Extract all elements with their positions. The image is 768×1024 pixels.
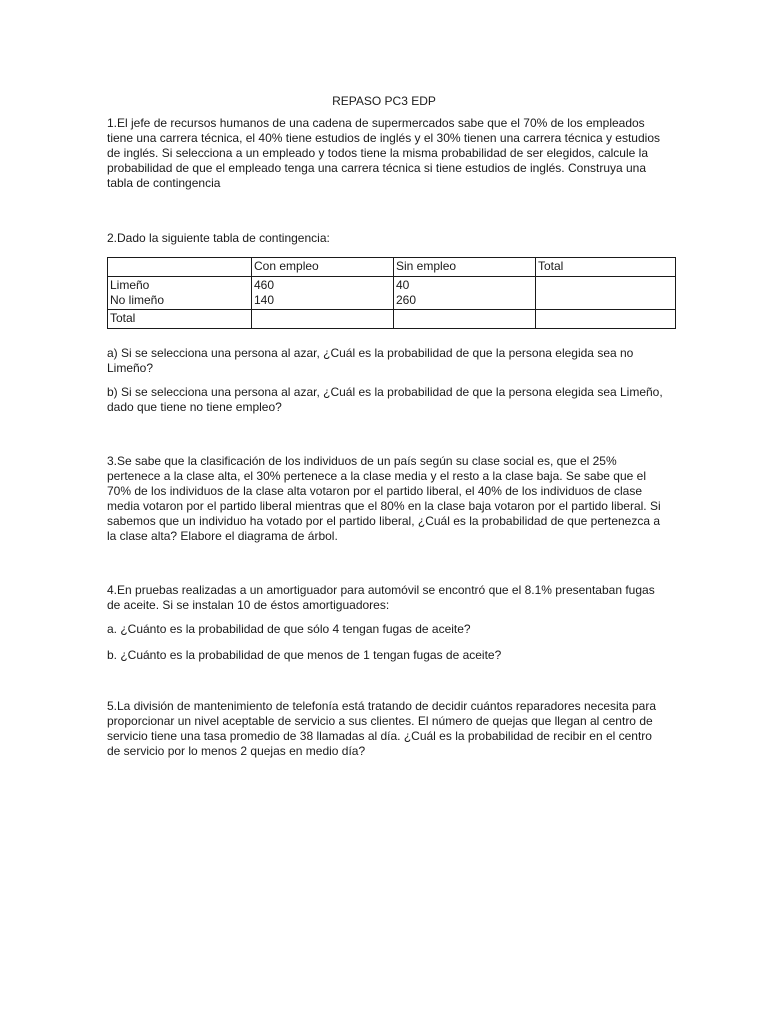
contingency-table <box>107 257 676 329</box>
question-2a <box>107 346 677 376</box>
table-header-cell: Con empleo <box>252 258 394 277</box>
table-row <box>108 310 676 329</box>
table-row-labels <box>108 277 252 310</box>
row-label-limeno: Limeño <box>110 278 150 292</box>
question-3-line: la clase alta? Elabore el diagrama de árbol. <box>107 529 338 543</box>
cell-value: 260 <box>396 293 417 307</box>
table-header-cell <box>108 258 252 277</box>
question-4b-text: b. ¿Cuánto es la probabilidad de que menos de 1 tengan fugas de aceite? <box>107 648 502 662</box>
question-4a <box>107 622 677 637</box>
table-header-cell: Sin empleo <box>394 258 536 277</box>
question-4-line: de aceite. Si se instalan 10 de éstos amortiguadores: <box>107 598 390 612</box>
question-2-intro-text: 2.Dado la siguiente tabla de contingencia: <box>107 231 330 245</box>
question-5 <box>107 699 677 759</box>
table-cell-con-empleo <box>252 277 394 310</box>
question-5-line: de servicio por lo menos 2 quejas en medio día? <box>107 744 366 758</box>
cell-value: 40 <box>396 278 410 292</box>
table-cell-total <box>536 277 676 310</box>
table-row <box>108 277 676 310</box>
question-2-intro <box>107 231 677 246</box>
question-2b-line: b) Si se selecciona una persona al azar, ¿Cuál es la probabilidad de que la persona elegida sea Limeño, <box>107 385 663 399</box>
question-1-line: de inglés. Si selecciona a un empleado y todos tiene la misma probabilidad de ser elegidos, calcule la <box>107 146 648 160</box>
table-header-cell: Total <box>536 258 676 277</box>
question-4a-text: a. ¿Cuánto es la probabilidad de que sólo 4 tengan fugas de aceite? <box>107 622 471 636</box>
question-2b-line: dado que tiene no tiene empleo? <box>107 400 282 414</box>
question-3-line: 70% de los individuos de la clase alta votaron por el partido liberal, el 40% de los individuos de clase <box>107 484 642 498</box>
question-3-line: sabemos que un individuo ha votado por el partido liberal, ¿Cuál es la probabilidad de que pertenezca a <box>107 514 661 528</box>
question-4b <box>107 648 677 663</box>
cell-value: 140 <box>254 293 275 307</box>
table-cell-empty <box>394 310 536 329</box>
question-5-line: servicio tiene una tasa promedio de 38 llamadas al día. ¿Cuál es la probabilidad de recibir en el centro <box>107 729 652 743</box>
question-1-line: tiene una carrera técnica, el 40% tiene estudios de inglés y el 30% tienen una carrera técnica y estudios <box>107 131 660 145</box>
question-3-line: 3.Se sabe que la clasificación de los individuos de un país según su clase social es, que el 25% <box>107 454 617 468</box>
question-3 <box>107 454 677 544</box>
question-1-line: probabilidad de que el empleado tenga una carrera técnica si tiene estudios de inglés. Construya una <box>107 161 647 175</box>
question-1-line: 1.El jefe de recursos humanos de una cadena de supermercados sabe que el 70% de los empleados <box>107 116 645 130</box>
question-4 <box>107 583 677 613</box>
question-2a-line: Limeño? <box>107 361 154 375</box>
table-header-row <box>108 258 676 277</box>
table-cell-empty <box>252 310 394 329</box>
table-cell-empty <box>536 310 676 329</box>
question-4-line: 4.En pruebas realizadas a un amortiguador para automóvil se encontró que el 8.1% presentaban fugas <box>107 583 655 597</box>
table-cell-sin-empleo <box>394 277 536 310</box>
question-2b <box>107 385 677 415</box>
question-5-line: 5.La división de mantenimiento de telefonía está tratando de decidir cuántos reparadores necesita para <box>107 699 657 713</box>
row-label-no-limeno: No limeño <box>110 293 165 307</box>
question-1-line: tabla de contingencia <box>107 176 221 190</box>
question-1 <box>107 116 677 191</box>
cell-value: 460 <box>254 278 275 292</box>
question-5-line: proporcionar un nivel aceptable de servicio a sus clientes. El número de quejas que llegan al centro de <box>107 714 653 728</box>
document-title: REPASO PC3 EDP <box>332 94 436 108</box>
question-3-line: pertenece a la clase alta, el 30% pertenece a la clase media y el resto a la clase baja. Se sabe que el <box>107 469 646 483</box>
row-label-total: Total <box>108 310 252 329</box>
question-2a-line: a) Si se selecciona una persona al azar, ¿Cuál es la probabilidad de que la persona elegida sea no <box>107 346 634 360</box>
question-3-line: media votaron por el partido liberal mientras que el 80% en la clase baja votaron por el partido liberal. Si <box>107 499 661 513</box>
